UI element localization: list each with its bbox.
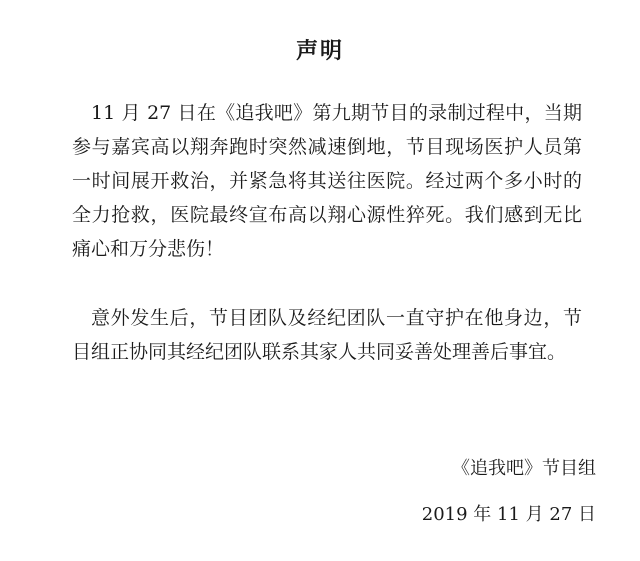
paragraph-2: 意外发生后，节目团队及经纪团队一直守护在他身边，节目组正协同其经纪团队联系其家人共同妥善处理善后事宜。: [72, 307, 582, 363]
paragraph-1: 11 月 27 日在《追我吧》第九期节目的录制过程中，当期参与嘉宾高以翔奔跑时突然减速倒地，节目现场医护人员第一时间展开救治，并紧急将其送往医院。经过两个多小时的全力抢救，医院最终宣布高以翔心源性猝死。我们感到无比痛心和万分悲伤！: [72, 102, 582, 260]
document-title: 声明: [295, 39, 344, 64]
signature-organization: 《追我吧》节目组: [452, 458, 596, 479]
signature-date: 2019 年 11 月 27 日: [421, 504, 596, 525]
